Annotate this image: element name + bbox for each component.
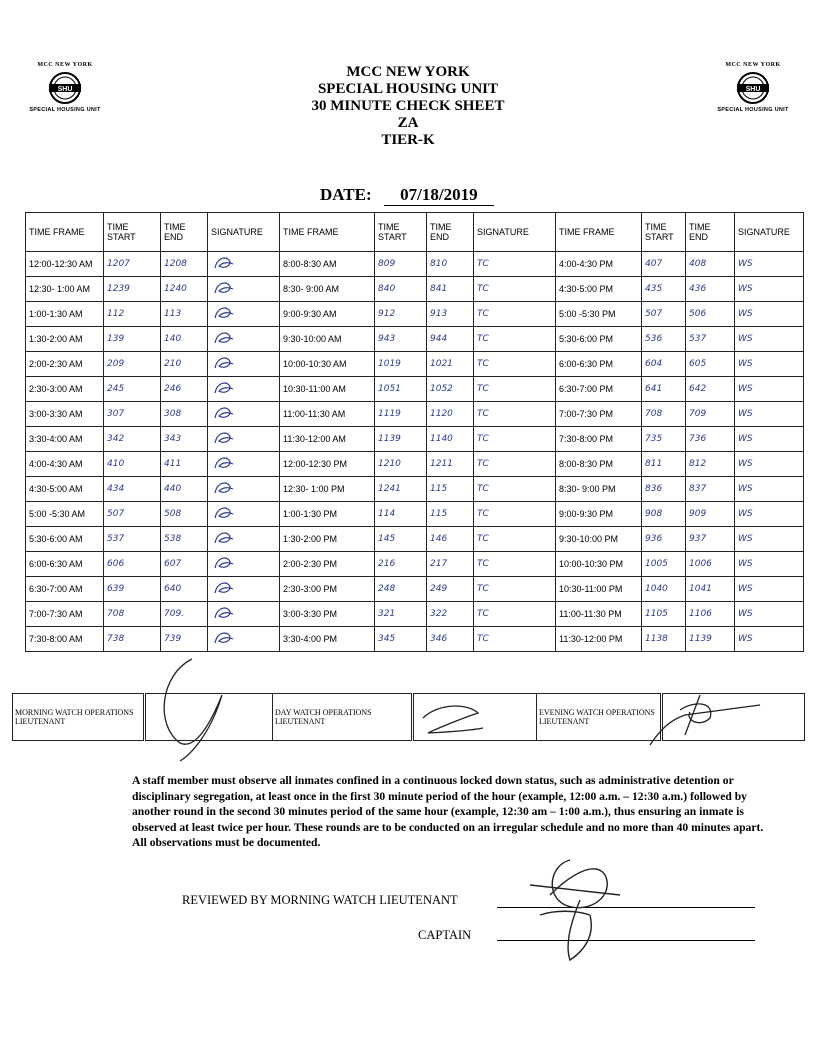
signature-cell: TC (474, 277, 556, 302)
time-frame-cell: 8:00-8:30 PM (556, 452, 642, 477)
time-frame-cell: 12:00-12:30 PM (280, 452, 375, 477)
shu-seal-icon (735, 71, 771, 105)
time-start-cell: 708 (642, 402, 686, 427)
signature-cell (208, 577, 280, 602)
signature-cell: TC (474, 502, 556, 527)
time-frame-cell: 12:30- 1:00 PM (280, 477, 375, 502)
time-end-cell: 249 (427, 577, 474, 602)
initials-scribble-icon (211, 529, 235, 547)
time-start-cell: 434 (104, 477, 161, 502)
date-label: DATE: (320, 185, 372, 204)
time-end-cell: 322 (427, 602, 474, 627)
table-row (26, 502, 804, 527)
signature-cell (208, 277, 280, 302)
time-end-cell: 607 (161, 552, 208, 577)
signature-cell: TC (474, 302, 556, 327)
time-start-cell: 908 (642, 502, 686, 527)
time-end-cell: 210 (161, 352, 208, 377)
time-end-cell: 1021 (427, 352, 474, 377)
signature-cell: WS (735, 327, 804, 352)
time-end-cell: 837 (686, 477, 735, 502)
col-header: TIME END (161, 213, 208, 252)
captain-signature-line (497, 940, 755, 941)
signature-cell: WS (735, 552, 804, 577)
time-start-cell: 606 (104, 552, 161, 577)
signature-cell: TC (474, 627, 556, 652)
signature-cell: WS (735, 302, 804, 327)
signature-cell (208, 327, 280, 352)
time-end-cell: 440 (161, 477, 208, 502)
time-end-cell: 913 (427, 302, 474, 327)
table-row (26, 277, 804, 302)
policy-statement: A staff member must observe all inmates confined in a continuous locked down status, such as administrative detention or disciplinary segregation, at least once in the first 30 minute period of the hour (example, 12:00 a.m. – 12:30 a.m.) followed by another round in the second 30 minutes period of the same hour (example, 12:30 am – 1:00 a.m.), thus ensuring an inmate is observed at least twice per hour. These rounds are to be conducted on an irregular schedule and no more than 40 minutes apart. All observations must be documented. (132, 774, 764, 849)
time-start-cell: 321 (375, 602, 427, 627)
time-start-cell: 536 (642, 327, 686, 352)
svg-text:SHU: SHU (57, 86, 73, 93)
signature-cell: WS (735, 252, 804, 277)
time-start-cell: 738 (104, 627, 161, 652)
table-row (26, 552, 804, 577)
morning-watch-signature (145, 694, 273, 741)
time-start-cell: 1105 (642, 602, 686, 627)
time-end-cell: 246 (161, 377, 208, 402)
time-frame-cell: 8:30- 9:00 AM (280, 277, 375, 302)
time-start-cell: 145 (375, 527, 427, 552)
time-end-cell: 810 (427, 252, 474, 277)
day-watch-label: DAY WATCH OPERATIONS LIEUTENANT (273, 694, 413, 741)
time-start-cell: 248 (375, 577, 427, 602)
time-frame-cell: 9:30-10:00 AM (280, 327, 375, 352)
table-row (26, 427, 804, 452)
evening-watch-signature (662, 694, 805, 741)
time-end-cell: 642 (686, 377, 735, 402)
time-frame-cell: 10:00-10:30 PM (556, 552, 642, 577)
time-start-cell: 943 (375, 327, 427, 352)
initials-scribble-icon (211, 579, 235, 597)
col-header: SIGNATURE (735, 213, 804, 252)
signature-cell: WS (735, 402, 804, 427)
time-start-cell: 435 (642, 277, 686, 302)
initials-scribble-icon (211, 379, 235, 397)
initials-scribble-icon (211, 604, 235, 622)
signature-cell (208, 527, 280, 552)
time-start-cell: 307 (104, 402, 161, 427)
signature-cell: TC (474, 527, 556, 552)
table-row (26, 452, 804, 477)
time-frame-cell: 11:00-11:30 AM (280, 402, 375, 427)
time-start-cell: 604 (642, 352, 686, 377)
title-line-4: ZA (397, 115, 419, 131)
time-end-cell: 736 (686, 427, 735, 452)
title-line-5: TIER-K (381, 132, 435, 148)
signature-cell: WS (735, 277, 804, 302)
table-row (26, 352, 804, 377)
col-header: TIME FRAME (280, 213, 375, 252)
table-row (26, 627, 804, 652)
time-end-cell: 1041 (686, 577, 735, 602)
time-start-cell: 811 (642, 452, 686, 477)
time-start-cell: 708 (104, 602, 161, 627)
reviewing-lieutenant-signature (510, 855, 630, 965)
time-end-cell: 411 (161, 452, 208, 477)
col-header: TIME START (375, 213, 427, 252)
time-end-cell: 140 (161, 327, 208, 352)
initials-scribble-icon (211, 304, 235, 322)
time-end-cell: 1139 (686, 627, 735, 652)
signature-cell: TC (474, 452, 556, 477)
time-frame-cell: 7:30-8:00 PM (556, 427, 642, 452)
time-frame-cell: 10:00-10:30 AM (280, 352, 375, 377)
table-row (26, 327, 804, 352)
time-start-cell: 1139 (375, 427, 427, 452)
table-row (26, 527, 804, 552)
time-end-cell: 115 (427, 477, 474, 502)
signature-cell (208, 477, 280, 502)
time-start-cell: 1241 (375, 477, 427, 502)
time-end-cell: 113 (161, 302, 208, 327)
time-end-cell: 1211 (427, 452, 474, 477)
time-frame-cell: 10:30-11:00 AM (280, 377, 375, 402)
time-frame-cell: 5:00 -5:30 PM (556, 302, 642, 327)
time-start-cell: 1138 (642, 627, 686, 652)
time-end-cell: 1240 (161, 277, 208, 302)
time-end-cell: 605 (686, 352, 735, 377)
time-end-cell: 538 (161, 527, 208, 552)
date-value: 07/18/2019 (384, 185, 494, 206)
signature-cell (208, 602, 280, 627)
time-end-cell: 537 (686, 327, 735, 352)
table-row (26, 402, 804, 427)
initials-scribble-icon (211, 279, 235, 297)
initials-scribble-icon (211, 254, 235, 272)
initials-scribble-icon (211, 454, 235, 472)
time-end-cell: 739 (161, 627, 208, 652)
time-end-cell: 709. (161, 602, 208, 627)
time-frame-cell: 2:30-3:00 AM (26, 377, 104, 402)
time-frame-cell: 4:00-4:30 AM (26, 452, 104, 477)
title-line-2: SPECIAL HOUSING UNIT (317, 81, 499, 97)
signature-cell (208, 352, 280, 377)
time-frame-cell: 11:00-11:30 PM (556, 602, 642, 627)
time-frame-cell: 2:30-3:00 PM (280, 577, 375, 602)
time-frame-cell: 12:30- 1:00 AM (26, 277, 104, 302)
signature-cell: TC (474, 327, 556, 352)
shu-seal-icon (47, 71, 83, 105)
evening-watch-label: EVENING WATCH OPERATIONS LIEUTENANT (537, 694, 662, 741)
signature-cell (208, 427, 280, 452)
time-end-cell: 508 (161, 502, 208, 527)
time-frame-cell: 7:30-8:00 AM (26, 627, 104, 652)
time-start-cell: 936 (642, 527, 686, 552)
time-start-cell: 245 (104, 377, 161, 402)
time-start-cell: 139 (104, 327, 161, 352)
time-start-cell: 1207 (104, 252, 161, 277)
time-start-cell: 809 (375, 252, 427, 277)
logo-bottom-text: SPECIAL HOUSING UNIT (717, 107, 789, 113)
time-end-cell: 841 (427, 277, 474, 302)
lieutenant-row (12, 693, 805, 741)
time-start-cell: 840 (375, 277, 427, 302)
time-frame-cell: 2:00-2:30 PM (280, 552, 375, 577)
time-end-cell: 436 (686, 277, 735, 302)
signature-cell: WS (735, 627, 804, 652)
time-start-cell: 209 (104, 352, 161, 377)
time-end-cell: 640 (161, 577, 208, 602)
signature-cell: WS (735, 577, 804, 602)
time-start-cell: 1210 (375, 452, 427, 477)
time-start-cell: 1239 (104, 277, 161, 302)
time-frame-cell: 10:30-11:00 PM (556, 577, 642, 602)
col-header: TIME FRAME (556, 213, 642, 252)
captain-label: CAPTAIN (418, 928, 472, 942)
signature-cell (208, 627, 280, 652)
title-line-1: MCC NEW YORK (346, 64, 470, 80)
table-row (26, 602, 804, 627)
col-header: TIME END (427, 213, 474, 252)
logo-top-text: MCC NEW YORK (725, 62, 781, 68)
title-line-3: 30 MINUTE CHECK SHEET (311, 98, 505, 114)
time-frame-cell: 2:00-2:30 AM (26, 352, 104, 377)
time-frame-cell: 7:00-7:30 PM (556, 402, 642, 427)
col-header: TIME END (686, 213, 735, 252)
logo-right (708, 62, 798, 113)
time-start-cell: 1019 (375, 352, 427, 377)
table-row (26, 577, 804, 602)
time-start-cell: 112 (104, 302, 161, 327)
time-end-cell: 944 (427, 327, 474, 352)
time-start-cell: 1119 (375, 402, 427, 427)
signature-cell: WS (735, 527, 804, 552)
time-frame-cell: 4:30-5:00 AM (26, 477, 104, 502)
signature-cell (208, 552, 280, 577)
svg-text:SHU: SHU (745, 86, 761, 93)
initials-scribble-icon (211, 504, 235, 522)
time-end-cell: 343 (161, 427, 208, 452)
time-frame-cell: 1:30-2:00 PM (280, 527, 375, 552)
time-start-cell: 410 (104, 452, 161, 477)
time-start-cell: 836 (642, 477, 686, 502)
time-frame-cell: 3:00-3:30 PM (280, 602, 375, 627)
time-frame-cell: 7:00-7:30 AM (26, 602, 104, 627)
table-row (26, 302, 804, 327)
time-end-cell: 1052 (427, 377, 474, 402)
time-frame-cell: 3:00-3:30 AM (26, 402, 104, 427)
time-start-cell: 537 (104, 527, 161, 552)
signature-cell (208, 252, 280, 277)
reviewed-label: REVIEWED BY MORNING WATCH LIEUTENANT (182, 893, 458, 907)
initials-scribble-icon (211, 404, 235, 422)
time-start-cell: 912 (375, 302, 427, 327)
time-frame-cell: 1:00-1:30 AM (26, 302, 104, 327)
time-start-cell: 735 (642, 427, 686, 452)
time-start-cell: 407 (642, 252, 686, 277)
day-watch-signature (413, 694, 537, 741)
signature-cell: WS (735, 602, 804, 627)
time-frame-cell: 4:30-5:00 PM (556, 277, 642, 302)
time-frame-cell: 8:00-8:30 AM (280, 252, 375, 277)
time-end-cell: 146 (427, 527, 474, 552)
time-end-cell: 1208 (161, 252, 208, 277)
time-frame-cell: 4:00-4:30 PM (556, 252, 642, 277)
signature-cell: WS (735, 502, 804, 527)
signature-cell (208, 452, 280, 477)
time-end-cell: 909 (686, 502, 735, 527)
logo-bottom-text: SPECIAL HOUSING UNIT (29, 107, 101, 113)
time-end-cell: 346 (427, 627, 474, 652)
time-start-cell: 507 (642, 302, 686, 327)
date-row (320, 185, 494, 206)
time-frame-cell: 1:00-1:30 PM (280, 502, 375, 527)
time-end-cell: 308 (161, 402, 208, 427)
table-row (26, 252, 804, 277)
signature-cell: TC (474, 552, 556, 577)
signature-cell: TC (474, 402, 556, 427)
initials-scribble-icon (211, 329, 235, 347)
signature-cell (208, 302, 280, 327)
signature-cell (208, 502, 280, 527)
time-end-cell: 1140 (427, 427, 474, 452)
logo-left (20, 62, 110, 113)
logo-top-text: MCC NEW YORK (37, 62, 93, 68)
time-frame-cell: 6:00-6:30 AM (26, 552, 104, 577)
time-frame-cell: 5:30-6:00 AM (26, 527, 104, 552)
time-end-cell: 812 (686, 452, 735, 477)
table-body (26, 252, 804, 652)
time-start-cell: 345 (375, 627, 427, 652)
signature-cell: TC (474, 352, 556, 377)
signature-cell (208, 402, 280, 427)
signature-cell: WS (735, 427, 804, 452)
time-end-cell: 1120 (427, 402, 474, 427)
time-frame-cell: 6:30-7:00 AM (26, 577, 104, 602)
initials-scribble-icon (211, 354, 235, 372)
time-start-cell: 342 (104, 427, 161, 452)
time-end-cell: 937 (686, 527, 735, 552)
col-header: TIME FRAME (26, 213, 104, 252)
time-frame-cell: 12:00-12:30 AM (26, 252, 104, 277)
morning-watch-label: MORNING WATCH OPERATIONS LIEUTENANT (13, 694, 145, 741)
initials-scribble-icon (211, 629, 235, 647)
time-frame-cell: 5:30-6:00 PM (556, 327, 642, 352)
time-start-cell: 1051 (375, 377, 427, 402)
time-frame-cell: 11:30-12:00 AM (280, 427, 375, 452)
table-row (26, 477, 804, 502)
initials-scribble-icon (211, 479, 235, 497)
signature-cell: WS (735, 352, 804, 377)
time-start-cell: 1005 (642, 552, 686, 577)
time-end-cell: 709 (686, 402, 735, 427)
table-row (26, 377, 804, 402)
table-header-row (26, 213, 804, 252)
time-frame-cell: 9:00-9:30 AM (280, 302, 375, 327)
time-end-cell: 115 (427, 502, 474, 527)
signature-cell: TC (474, 427, 556, 452)
reviewed-signature-line (497, 907, 755, 908)
time-start-cell: 641 (642, 377, 686, 402)
initials-scribble-icon (211, 554, 235, 572)
time-start-cell: 216 (375, 552, 427, 577)
col-header: SIGNATURE (208, 213, 280, 252)
initials-scribble-icon (211, 429, 235, 447)
time-end-cell: 1006 (686, 552, 735, 577)
time-start-cell: 639 (104, 577, 161, 602)
signature-cell: TC (474, 252, 556, 277)
time-end-cell: 217 (427, 552, 474, 577)
col-header: SIGNATURE (474, 213, 556, 252)
time-frame-cell: 3:30-4:00 PM (280, 627, 375, 652)
time-frame-cell: 5:00 -5:30 AM (26, 502, 104, 527)
time-frame-cell: 11:30-12:00 PM (556, 627, 642, 652)
time-frame-cell: 9:30-10:00 PM (556, 527, 642, 552)
time-frame-cell: 9:00-9:30 PM (556, 502, 642, 527)
time-frame-cell: 6:30-7:00 PM (556, 377, 642, 402)
time-frame-cell: 1:30-2:00 AM (26, 327, 104, 352)
time-end-cell: 1106 (686, 602, 735, 627)
signature-cell: WS (735, 452, 804, 477)
time-start-cell: 507 (104, 502, 161, 527)
time-frame-cell: 8:30- 9:00 PM (556, 477, 642, 502)
time-end-cell: 408 (686, 252, 735, 277)
signature-cell: TC (474, 602, 556, 627)
time-end-cell: 506 (686, 302, 735, 327)
col-header: TIME START (104, 213, 161, 252)
time-start-cell: 114 (375, 502, 427, 527)
col-header: TIME START (642, 213, 686, 252)
time-frame-cell: 3:30-4:00 AM (26, 427, 104, 452)
signature-cell: WS (735, 477, 804, 502)
check-table (25, 212, 804, 652)
signature-cell: TC (474, 477, 556, 502)
signature-cell (208, 377, 280, 402)
time-frame-cell: 6:00-6:30 PM (556, 352, 642, 377)
sheet-title (250, 64, 566, 149)
signature-cell: WS (735, 377, 804, 402)
signature-cell: TC (474, 577, 556, 602)
signature-cell: TC (474, 377, 556, 402)
time-start-cell: 1040 (642, 577, 686, 602)
